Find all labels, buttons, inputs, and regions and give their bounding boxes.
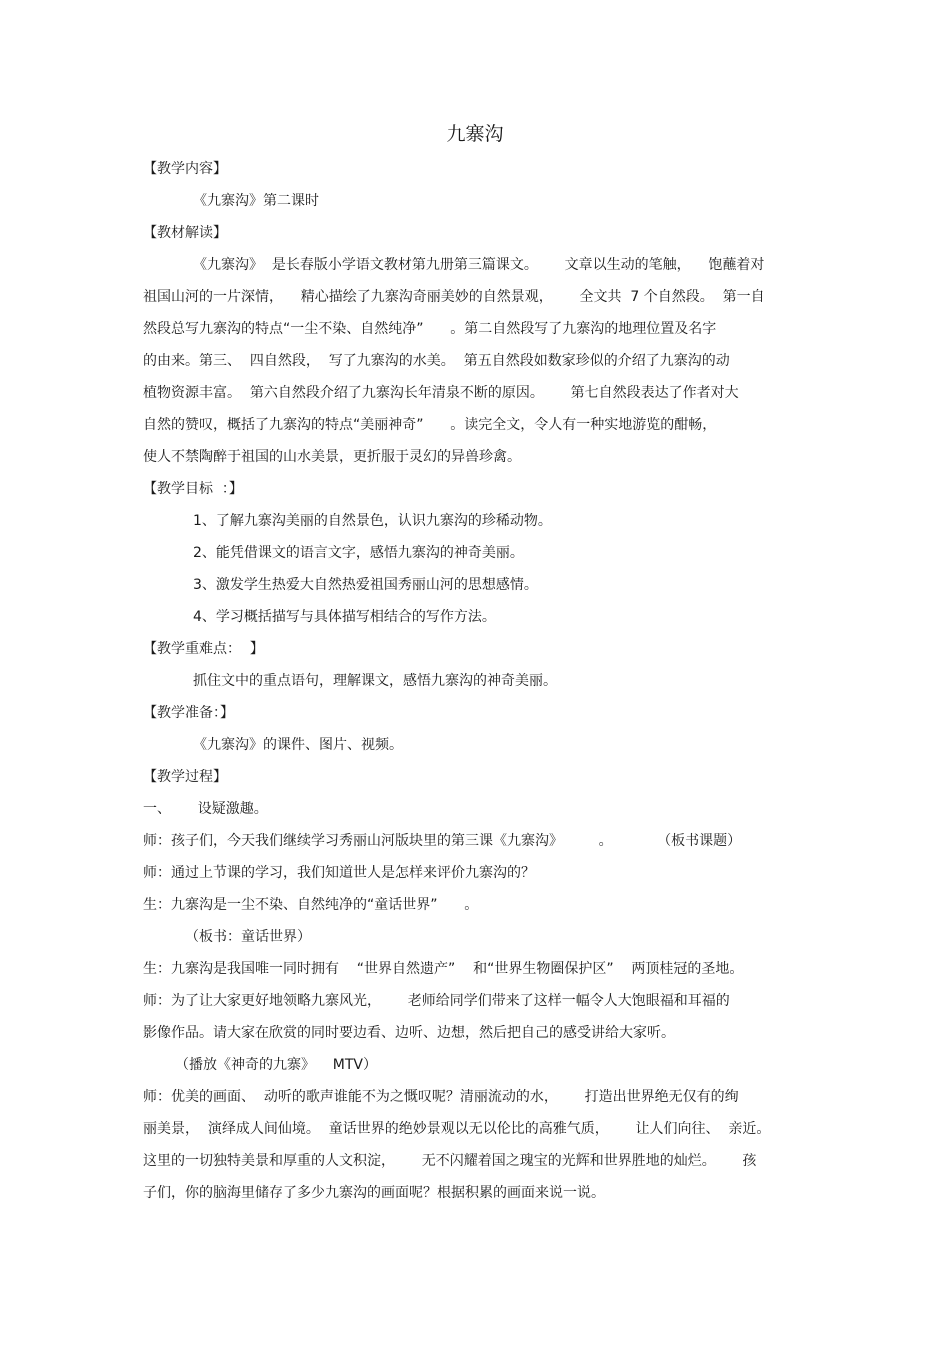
heading-key-difficulties: 【教学重难点： 】 (143, 641, 264, 657)
goal-item: 4、学习概括描写与具体描写相结合的写作方法。 (193, 609, 496, 625)
dialogue-line: 子们，你的脑海里储存了多少九寨沟的画面呢？根据积累的画面来说一说。 (143, 1185, 605, 1201)
paragraph-line: 自然的赞叹，概括了九寨沟的特点“美丽神奇” 。读完全文，令人有一种实地游览的酣畅， (143, 417, 717, 433)
board-note: （板书：童话世界） (185, 929, 311, 945)
goal-item: 1、了解九寨沟美丽的自然景色，认识九寨沟的珍稀动物。 (193, 513, 552, 529)
document-title: 九寨沟 (446, 123, 504, 145)
paragraph-line: 祖国山河的一片深情， 精心描绘了九寨沟奇丽美妙的自然景观， 全文共 7 个自然段。 第一自 (143, 289, 765, 305)
dialogue-line: 师：孩子们，今天我们继续学习秀丽山河版块里的第三课《九寨沟》 。 （板书课题） (143, 833, 742, 849)
heading-teaching-content: 【教学内容】 (143, 161, 227, 177)
paragraph-line: 《九寨沟》 是长春版小学语文教材第九册第三篇课文。 文章以生动的笔触， 饱蘸着对 (193, 257, 765, 273)
goal-item: 3、激发学生热爱大自然热爱祖国秀丽山河的思想感情。 (193, 577, 538, 593)
heading-preparation: 【教学准备：】 (143, 705, 234, 721)
paragraph-line: 然段总写九寨沟的特点“一尘不染、自然纯净” 。第二自然段写了九寨沟的地理位置及名字 (143, 321, 717, 337)
paragraph-line: 《九寨沟》第二课时 (193, 193, 319, 209)
dialogue-line: 影像作品。请大家在欣赏的同时要边看、边听、边想，然后把自己的感受讲给大家听。 (143, 1025, 675, 1041)
dialogue-line: 师：优美的画面、 动听的歌声谁能不为之慨叹呢？清丽流动的水， 打造出世界绝无仅有的绚 (143, 1089, 739, 1105)
goal-item: 2、能凭借课文的语言文字，感悟九寨沟的神奇美丽。 (193, 545, 524, 561)
dialogue-line: 丽美景， 演绎成人间仙境。 童话世界的绝妙景观以无以伦比的高雅气质， 让人们向往、 亲近。 (143, 1121, 771, 1137)
heading-teaching-goals: 【教学目标 ：】 (143, 481, 243, 497)
dialogue-line: 生：九寨沟是我国唯一同时拥有 “世界自然遗产” 和“世界生物圈保护区” 两顶桂冠的圣地。 (143, 961, 744, 977)
dialogue-line: 师：通过上节课的学习，我们知道世人是怎样来评价九寨沟的？ (143, 865, 535, 881)
paragraph-line: 的由来。第三、 四自然段， 写了九寨沟的水美。 第五自然段如数家珍似的介绍了九寨沟的动 (143, 353, 730, 369)
heading-material-analysis: 【教材解读】 (143, 225, 227, 241)
paragraph-line: 使人不禁陶醉于祖国的山水美景，更折服于灵幻的异兽珍禽。 (143, 449, 521, 465)
heading-teaching-process: 【教学过程】 (143, 769, 227, 785)
paragraph-line: 《九寨沟》的课件、图片、视频。 (193, 737, 403, 753)
paragraph-line: 抓住文中的重点语句，理解课文，感悟九寨沟的神奇美丽。 (193, 673, 557, 689)
dialogue-line: 这里的一切独特美景和厚重的人文积淀， 无不闪耀着国之瑰宝的光辉和世界胜地的灿烂。 孩 (143, 1153, 757, 1169)
dialogue-line: 生：九寨沟是一尘不染、自然纯净的“童话世界” 。 (143, 897, 479, 913)
dialogue-line: 师：为了让大家更好地领略九寨风光， 老师给同学们带来了这样一幅令人大饱眼福和耳福的 (143, 993, 730, 1009)
section-step: 一、 设疑激趣。 (143, 801, 268, 817)
paragraph-line: 植物资源丰富。 第六自然段介绍了九寨沟长年清泉不断的原因。 第七自然段表达了作者对大 (143, 385, 739, 401)
stage-note: （播放《神奇的九寨》 MTV） (175, 1057, 378, 1073)
